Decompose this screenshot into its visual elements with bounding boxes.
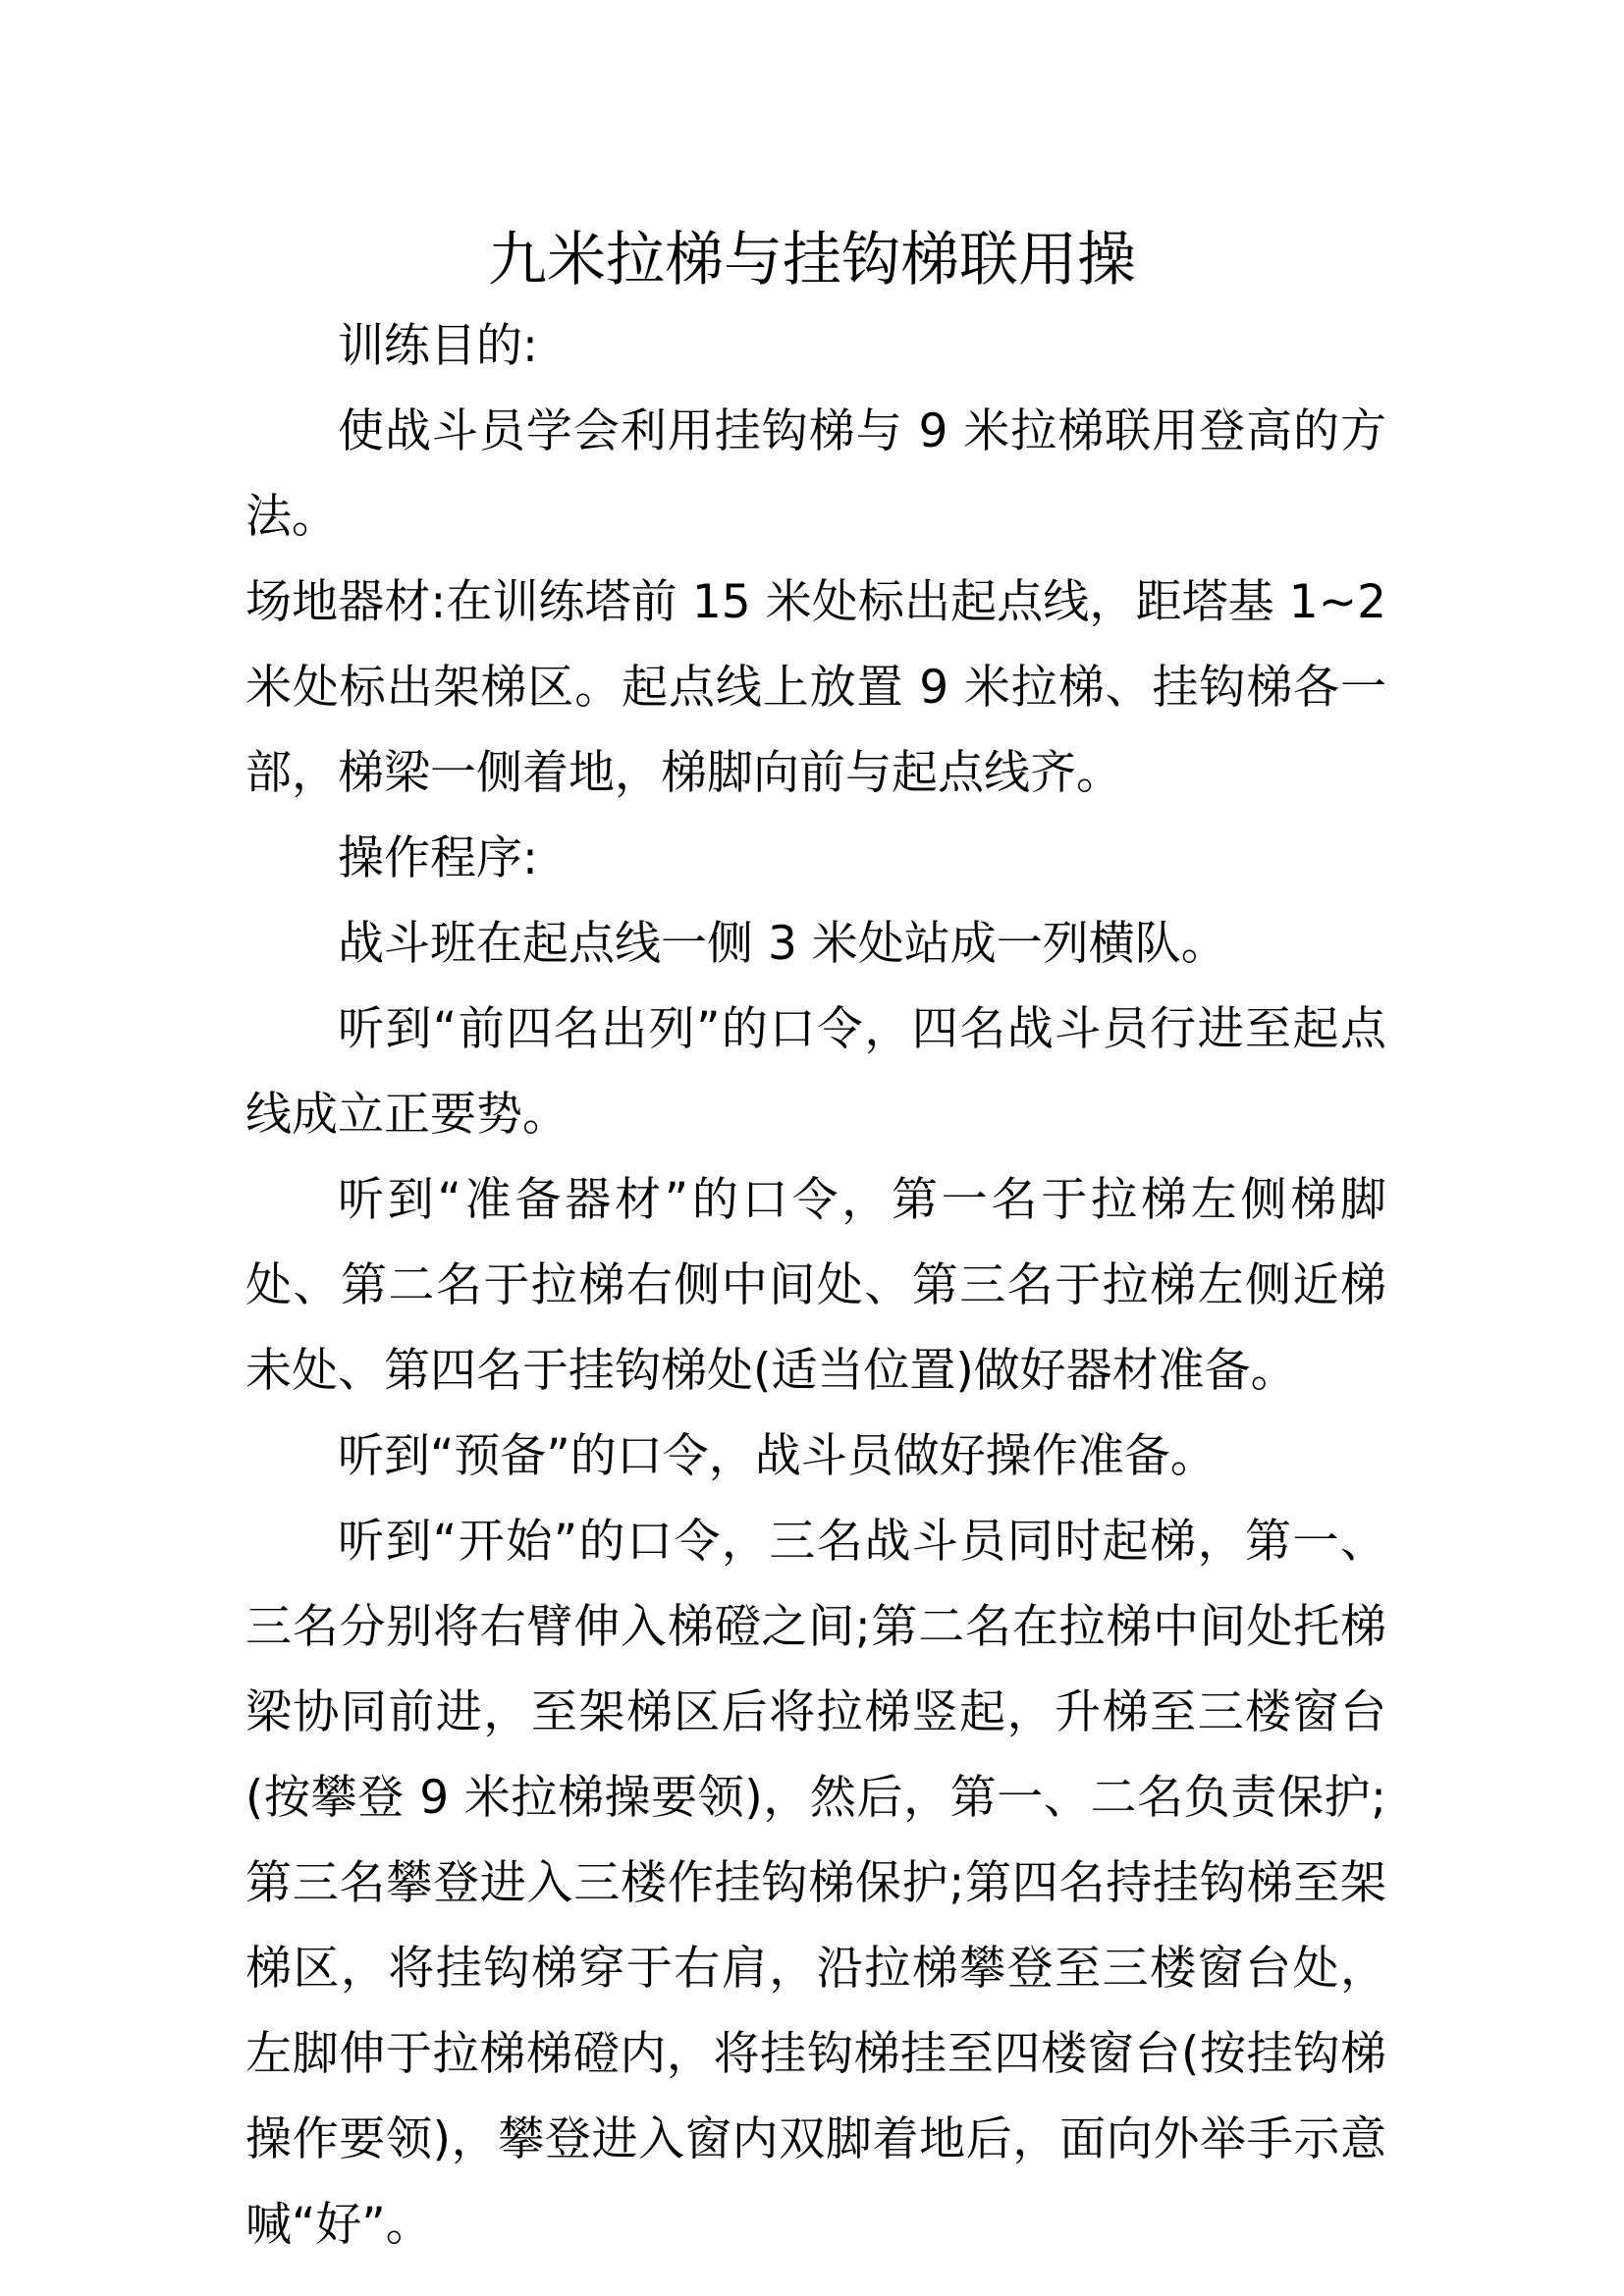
- paragraph-step-start: 听到“开始”的口令，三名战斗员同时起梯，第一、三名分别将右臂伸入梯磴之间;第二名在拉梯中间处托梯梁协同前进，至架梯区后将拉梯竖起，升梯至三楼窗台(按攀登 9 米拉梯操要领)，然后，第一、二名负责保护;第三名攀登进入三楼作挂钩梯保护;第四名持挂钩梯至架梯区，将挂钩梯穿于右肩，沿拉梯攀登至三楼窗台处，左脚伸于拉梯梯磴内，将挂钩梯挂至四楼窗台(按挂钩梯操作要领)，攀登进入窗内双脚着地后，面向外举手示意喊“好”。: [245, 1515, 1386, 2252]
- document-body: [245, 303, 1386, 2268]
- paragraph-step-line-up: 战斗班在起点线一侧 3 米处站成一列横队。: [338, 917, 1227, 971]
- paragraph-training-goal-heading: 训练目的:: [338, 319, 538, 373]
- paragraph-step-step-out: 听到“前四名出列”的口令，四名战斗员行进至起点线成立正要势。: [245, 1002, 1386, 1142]
- paragraph-site-equipment: 场地器材:在训练塔前 15 米处标出起点线，距塔基 1~2 米处标出架梯区。起点线上放置 9 米拉梯、挂钩梯各一部，梯梁一侧着地，梯脚向前与起点线齐。: [245, 575, 1386, 800]
- paragraph-training-goal: 使战斗员学会利用挂钩梯与 9 米拉梯联用登高的方法。: [245, 404, 1386, 544]
- paragraph-step-ready: 听到“预备”的口令，战斗员做好操作准备。: [338, 1429, 1217, 1483]
- paragraph-procedure-heading: 操作程序:: [338, 831, 538, 885]
- document-title: 九米拉梯与挂钩梯联用操: [488, 226, 1136, 294]
- paragraph-step-prepare-equipment: 听到“准备器材”的口令，第一名于拉梯左侧梯脚处、第二名于拉梯右侧中间处、第三名于拉梯左侧近梯未处、第四名于挂钩梯处(适当位置)做好器材准备。: [245, 1173, 1386, 1398]
